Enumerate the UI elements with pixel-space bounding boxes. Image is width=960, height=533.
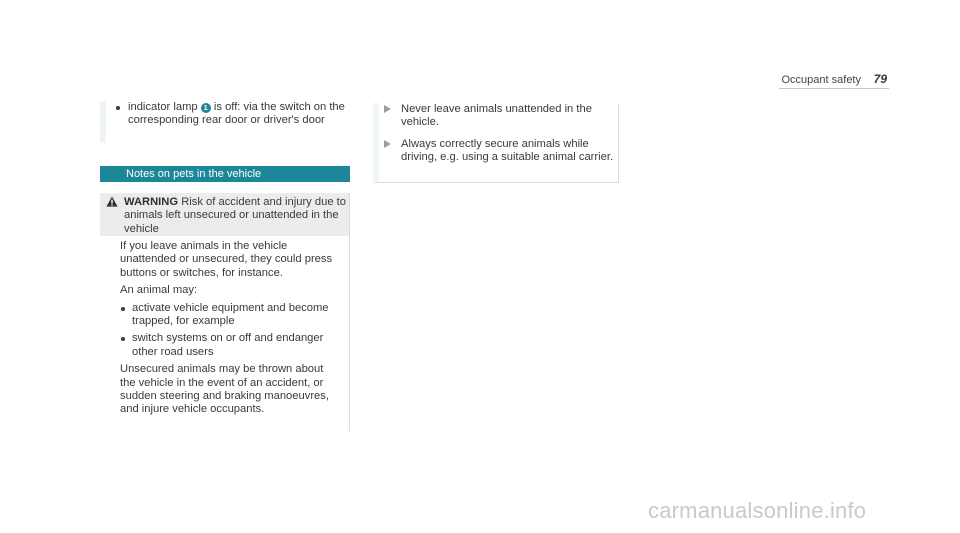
warning-triangle-icon bbox=[106, 196, 118, 207]
list-item-text-end: is off: via the switch on the corresponding rear door or driver's door bbox=[128, 101, 345, 127]
section-title: Notes on pets in the vehicle bbox=[126, 168, 262, 180]
instruction-step bbox=[379, 138, 618, 165]
watermark: carmanualsonline.info bbox=[648, 498, 867, 523]
list-item bbox=[120, 332, 341, 359]
page-header bbox=[779, 74, 889, 89]
warning-header bbox=[100, 193, 349, 236]
bullet-icon bbox=[121, 337, 125, 341]
list-item-text: switch systems on or off and endanger other road users bbox=[132, 332, 324, 358]
warning-label: WARNING bbox=[124, 196, 179, 208]
warning-heading: Risk of accident and injury due to animals left unsecured or unattended in the vehicle bbox=[124, 196, 346, 235]
intro-block bbox=[100, 101, 356, 143]
warning-paragraph: Unsecured animals may be thrown about the vehicle in the event of an accident, or sudden steering and braking manoeuvres, and injure vehicle occupants. bbox=[120, 363, 329, 416]
list-item bbox=[106, 101, 356, 128]
warning-body bbox=[100, 236, 349, 417]
list-item-text-start: indicator lamp bbox=[128, 101, 198, 113]
warning-paragraph: An animal may: bbox=[120, 284, 198, 297]
bullet-icon bbox=[116, 106, 120, 110]
warning-box bbox=[100, 193, 350, 431]
step-arrow-icon bbox=[384, 140, 391, 148]
list-item-text: activate vehicle equipment and become trapped, for example bbox=[132, 301, 329, 328]
step-arrow-icon bbox=[384, 105, 391, 113]
bullet-icon bbox=[121, 307, 125, 311]
instruction-list bbox=[373, 103, 619, 183]
section-heading-bar bbox=[100, 166, 350, 182]
header-section-title: Occupant safety bbox=[781, 74, 861, 86]
callout-number-badge: 1 bbox=[201, 103, 211, 113]
instruction-text: Always correctly secure animals while driving, e.g. using a suitable animal carrier. bbox=[401, 137, 614, 164]
page-number: 79 bbox=[873, 72, 887, 86]
list-item bbox=[120, 302, 341, 329]
warning-paragraph: If you leave animals in the vehicle unattended or unsecured, they could press buttons or switches, for instance. bbox=[120, 240, 333, 279]
instruction-text: Never leave animals unattended in the vehicle. bbox=[401, 103, 592, 129]
instruction-step bbox=[379, 103, 618, 130]
